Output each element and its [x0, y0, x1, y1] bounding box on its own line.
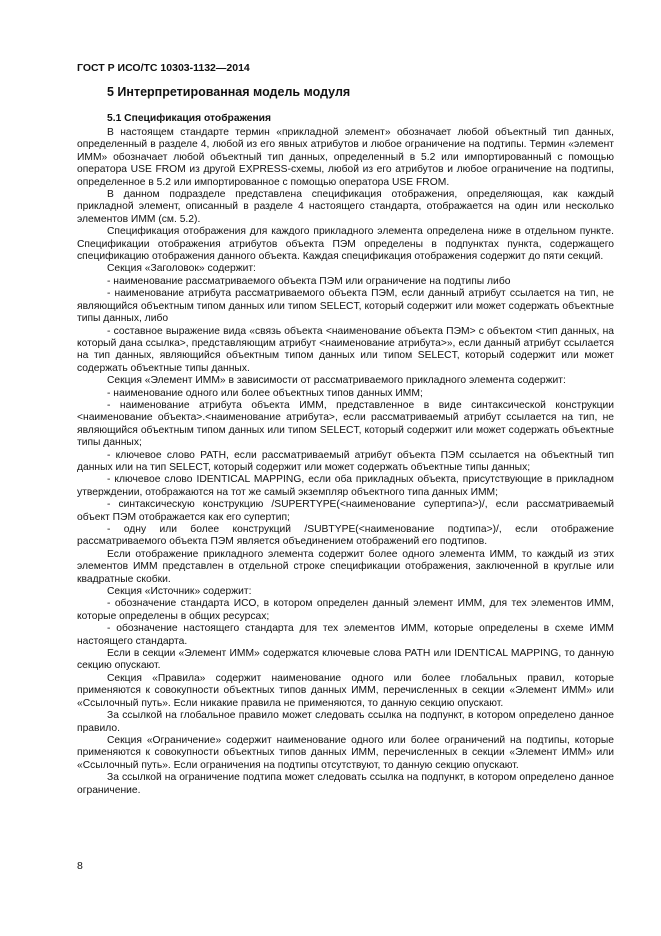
- list-item: - обозначение настоящего стандарта для тех элементов ИММ, которые определены в схеме ИММ настоящего стандарта.: [77, 623, 614, 647]
- paragraph: Секция «Ограничение» содержит наименование одного или более ограничений на подтипы, которые применяются к совокупности объектных типов данных ИММ, перечисленных в секции «Элемент ИММ» или «Ссылочный путь». Если ограничения на подтипы отсутствуют, то данную секцию опускают.: [77, 734, 614, 771]
- list-item: - наименование одного или более объектных типов данных ИММ;: [107, 387, 423, 399]
- list-item: - наименование атрибута рассматриваемого объекта ПЭМ, если данный атрибут ссылается на тип, не являющийся объектным типом данных или типом SELECT, который содержит или может содержать объектные типы данных, либо: [77, 288, 614, 325]
- paragraph: Спецификация отображения для каждого прикладного элемента определена ниже в отдельном пункте. Спецификации отображения атрибутов объекта ПЭМ определены в подпунктах пункта, содержащего спецификацию отображения данного объекта. Каждая спецификация отображения содержит до пяти секций.: [77, 226, 614, 263]
- subsection-title: 5.1 Спецификация отображения: [107, 113, 272, 124]
- list-item: - одну или более конструкций /SUBTYPE(<наименование подтипа>)/, если отображение рассматриваемого объекта ПЭМ является объединением отображений его подтипов.: [77, 524, 614, 548]
- paragraph: Секция «Заголовок» содержит:: [107, 263, 256, 275]
- section-title: 5 Интерпретированная модель модуля: [107, 85, 351, 99]
- paragraph: Если в секции «Элемент ИММ» содержатся ключевые слова PATH или IDENTICAL MAPPING, то данную секцию опускают.: [77, 648, 614, 672]
- document-code: ГОСТ Р ИСО/ТС 10303-1132—2014: [77, 62, 250, 74]
- paragraph: В данном подразделе представлена спецификация отображения, определяющая, как каждый прикладной элемент, описанный в разделе 4 настоящего стандарта, отображается на один или несколько элементов ИММ (см. 5.2).: [77, 189, 614, 225]
- list-item: - ключевое слово PATH, если рассматриваемый атрибут объекта ПЭМ ссылается на объектный тип данных или на тип SELECT, который содержит или может содержать объектные типы данных;: [77, 449, 614, 473]
- paragraph: За ссылкой на ограничение подтипа может следовать ссылка на подпункт, в котором определено данное ограничение.: [77, 772, 614, 796]
- paragraph: В настоящем стандарте термин «прикладной элемент» обозначает любой объектный тип данных, определенный в разделе 4, любой из его явных атрибутов и любое ограничение на подтипы. Термин «элемент ИММ» обозначает любой объектный тип данных, определенный в 5.2 или импортированный с помощью оператора USE FROM из другой EXPRESS-схемы, любой из его атрибутов и любое ограничение на подтипы, определенное в 5.2 или импортированное с помощью оператора USE FROM.: [77, 127, 614, 188]
- page-number: 8: [77, 860, 83, 872]
- paragraph: Секция «Источник» содержит:: [107, 586, 252, 598]
- list-item: - наименование атрибута объекта ИММ, представленное в виде синтаксической конструкции <наименование объекта>.<наименование атрибута>, если рассматриваемый атрибут ссылается на тип, не являющийся объектным типом данных или типом SELECT, который содержит или может содержать объектные типы данных;: [77, 399, 614, 449]
- paragraph: Секция «Правила» содержит наименование одного или более глобальных правил, которые применяются к совокупности объектных типов данных ИММ, перечисленных в секции «Элемент ИММ» или «Ссылочный путь». Если никакие правила не применяются, то данную секцию опускают.: [77, 672, 614, 709]
- list-item: - обозначение стандарта ИСО, в котором определен данный элемент ИММ, для тех элементов ИММ, которые определены в общих ресурсах;: [77, 598, 614, 622]
- paragraph: Если отображение прикладного элемента содержит более одного элемента ИММ, то каждый из этих элементов ИММ представлен в отдельной строке спецификации отображения, заключенной в круглые или квадратные скобки.: [77, 548, 614, 585]
- body-text: [77, 127, 614, 797]
- list-item: - наименование рассматриваемого объекта ПЭМ или ограничение на подтипы либо: [107, 275, 511, 287]
- list-item: - составное выражение вида «связь объекта <наименование объекта ПЭМ> с объектом <тип данных, на который дана ссылка>, представляющим атрибут <наименование атрибута>», если данный атрибут ссылается на тип данных, являющийся объектным типом данных или типом SELECT, который содержит или может содержать объектные типы данных.: [77, 325, 614, 374]
- paragraph: За ссылкой на глобальное правило может следовать ссылка на подпункт, в котором определено данное правило.: [77, 710, 614, 734]
- list-item: - ключевое слово IDENTICAL MAPPING, если оба прикладных объекта, присутствующие в прикладном утверждении, отображаются на тот же самый экземпляр объектного типа данных ИММ;: [77, 474, 614, 498]
- document-page: [77, 62, 614, 797]
- paragraph: Секция «Элемент ИММ» в зависимости от рассматриваемого прикладного элемента содержит:: [107, 375, 566, 387]
- list-item: - синтаксическую конструкцию /SUPERTYPE(<наименование супертипа>)/, если рассматриваемый объект ПЭМ отображается как его супертип;: [77, 499, 614, 523]
